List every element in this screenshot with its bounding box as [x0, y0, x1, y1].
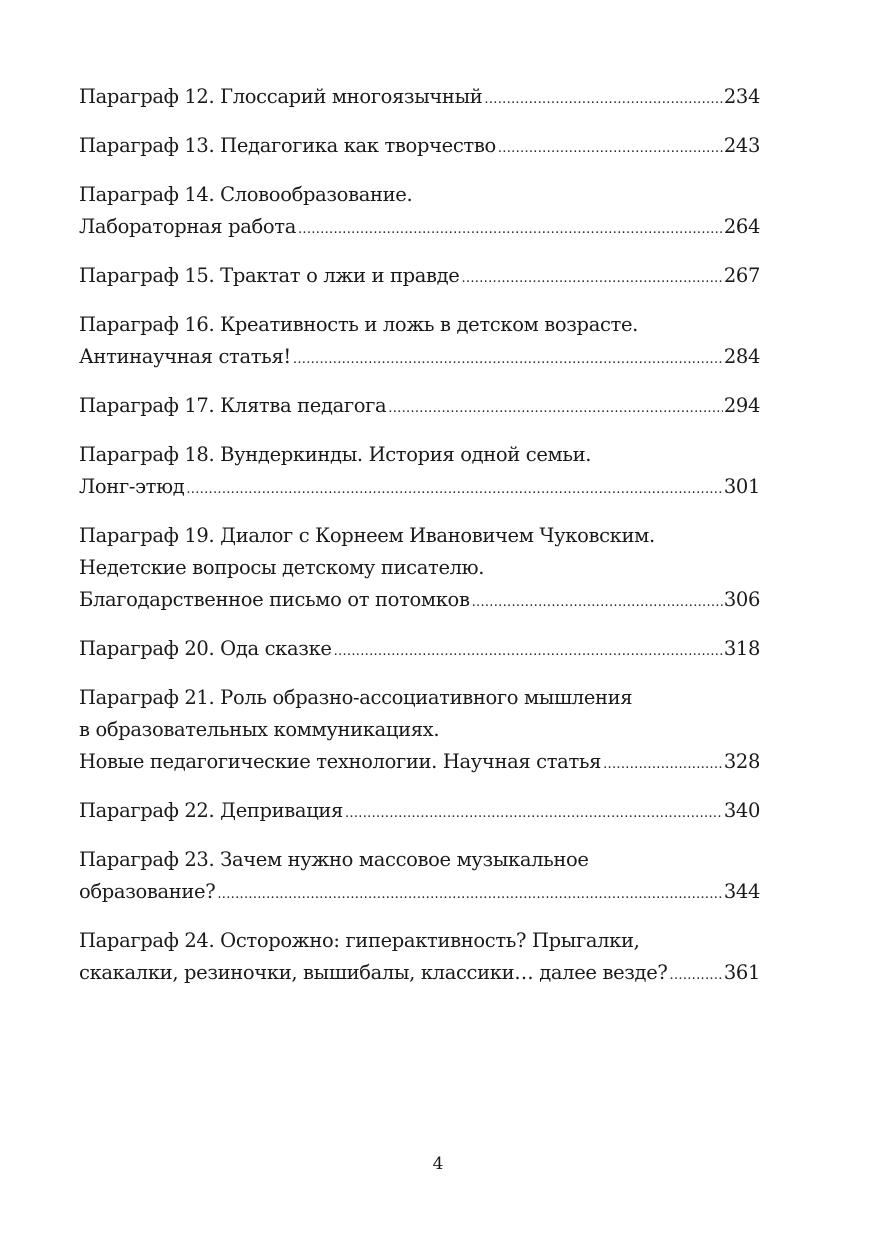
toc-page-number: 306 [723, 588, 760, 611]
toc-entry-24 [79, 925, 760, 989]
toc-page-number: 264 [723, 215, 760, 238]
toc-entry-title-continued: образование? [79, 880, 216, 903]
dot-leader [461, 263, 722, 295]
toc-entry-title: Параграф 17. Клятва педагога [79, 394, 387, 417]
toc-entry-21 [79, 682, 760, 778]
toc-page-number: 234 [723, 85, 760, 108]
dot-leader [670, 960, 723, 992]
toc-entry-title: Параграф 18. Вундеркинды. История одной семьи. [79, 443, 592, 466]
toc-entry-12 [79, 81, 760, 113]
toc-entry-title-continued: Лабораторная работа [79, 215, 296, 238]
toc-entry-title: Параграф 14. Словообразование. [79, 183, 413, 206]
toc-entry-13 [79, 130, 760, 162]
toc-entry-18 [79, 439, 760, 503]
toc-entry-title: Параграф 15. Трактат о лжи и правде [79, 264, 460, 287]
toc-entry-title: Параграф 19. Диалог с Корнеем Ивановичем Чуковским. [79, 524, 655, 547]
toc-page-number: 318 [723, 637, 760, 660]
toc-entry-15 [79, 260, 760, 292]
dot-leader [345, 798, 723, 830]
toc-entry-title-continued: Недетские вопросы детскому писателю. [79, 556, 485, 579]
dot-leader [186, 474, 722, 506]
table-of-contents [79, 81, 760, 1006]
toc-entry-19 [79, 520, 760, 616]
toc-entry-20 [79, 633, 760, 665]
dot-leader [293, 344, 723, 376]
toc-entry-title: Параграф 20. Ода сказке [79, 637, 332, 660]
toc-page-number: 361 [723, 961, 760, 984]
dot-leader [298, 214, 723, 246]
toc-entry-title: Параграф 23. Зачем нужно массовое музыкальное [79, 848, 589, 871]
dot-leader [388, 393, 723, 425]
toc-page-number: 328 [723, 750, 760, 773]
toc-entry-title-continued: Благодарственное письмо от потомков [79, 588, 470, 611]
toc-entry-title-continued: Лонг-этюд [79, 475, 185, 498]
toc-entry-16 [79, 309, 760, 373]
dot-leader [334, 636, 723, 668]
toc-entry-17 [79, 390, 760, 422]
dot-leader [484, 84, 722, 116]
dot-leader [603, 749, 723, 781]
dot-leader [498, 133, 723, 165]
toc-entry-23 [79, 844, 760, 908]
toc-page-number: 243 [723, 134, 760, 157]
toc-page-number: 294 [723, 394, 760, 417]
toc-page-number: 284 [723, 345, 760, 368]
toc-entry-14 [79, 179, 760, 243]
toc-entry-title-continued: Новые педагогические технологии. Научная статья [79, 750, 602, 773]
page-number: 4 [432, 1154, 444, 1174]
toc-entry-title-continued: в образовательных коммуникациях. [79, 718, 440, 741]
toc-entry-title-continued: скакалки, резиночки, вышибалы, классики… далее везде? [79, 961, 668, 984]
toc-entry-22 [79, 795, 760, 827]
dot-leader [472, 587, 723, 619]
toc-entry-title: Параграф 24. Осторожно: гиперактивность? Прыгалки, [79, 929, 640, 952]
dot-leader [217, 879, 722, 911]
toc-page-number: 301 [723, 475, 760, 498]
toc-page-number: 340 [723, 799, 760, 822]
toc-page-number: 344 [723, 880, 760, 903]
toc-entry-title: Параграф 22. Депривация [79, 799, 343, 822]
toc-entry-title: Параграф 21. Роль образно-ассоциативного мышления [79, 686, 633, 709]
toc-page-number: 267 [723, 264, 760, 287]
toc-entry-title: Параграф 16. Креативность и ложь в детском возрасте. [79, 313, 639, 336]
toc-entry-title-continued: Антинаучная статья! [79, 345, 291, 368]
toc-entry-title: Параграф 13. Педагогика как творчество [79, 134, 496, 157]
toc-entry-title: Параграф 12. Глоссарий многоязычный [79, 85, 483, 108]
